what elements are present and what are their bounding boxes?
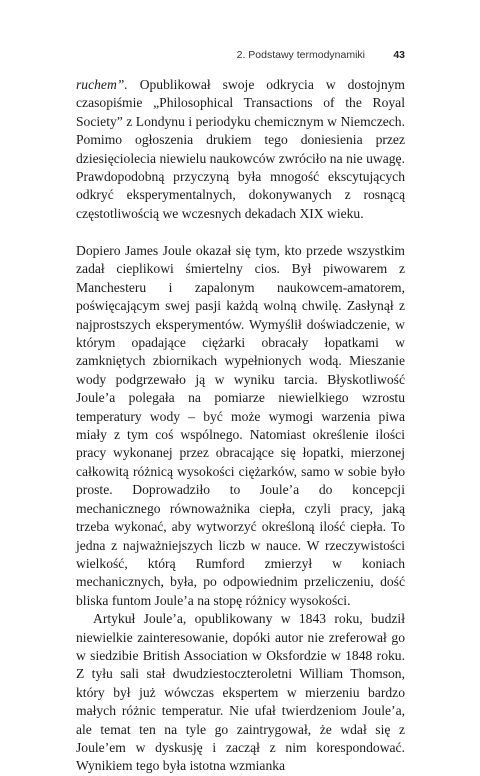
body-text-block	[76, 242, 405, 776]
page-number: 43	[393, 49, 405, 61]
paragraph-2: Dopiero James Joule okazał się tym, kto przede wszystkim zadał cieplikowi śmiertelny cios. Był piwowarem z Manchesteru i zapalonym naukowcem-amatorem, poświęcającym swej pasji każdą wolną chwilę. Zasłynął z najprostszych eksperymentów. Wymyślił doświadczenie, w którym opadające ciężarki obracały łopatkami w zamkniętych zbiornikach wypełnionych wodą. Mieszanie wody podgrzewało ją w wyniku tarcia. Błyskotliwość Joule’a polegała na pomiarze niewielkiego wzrostu temperatury wody – być może wymogi warzenia piwa miały z tym coś wspólnego. Natomiast określenie ilości pracy wykonanej przez obracające się łopatki, mierzonej całkowitą różnicą wysokości ciężarków, samo w sobie było proste. Doprowadziło to Joule’a do koncepcji mechanicznego równoważnika ciepła, czyli pracy, jaką trzeba wykonać, aby wytworzyć określoną ilość ciepła. To jedna z najważniejszych liczb w nauce. W rzeczywistości wielkość, którą Rumford zmierzył w koniach mechanicznych, była, po odpowiednim przeliczeniu, dość bliska funtom Joule’a na stopę różnicy wysokości.	[76, 243, 405, 608]
running-head	[76, 49, 405, 63]
paragraph-3: Artykuł Joule’a, opublikowany w 1843 roku, budził niewielkie zainteresowanie, dopóki autor nie zreferował go w siedzibie British Association w Oksfordzie w 1848 roku. Z tyłu sali stał dwudziestoczteroletni William Thomson, który był już wówczas ekspertem w mierzeniu bardzo małych różnic temperatur. Nie ufał twierdzeniom Joule’a, ale temat ten na tyle go zaintrygował, że wdał się z Joule’em w dyskusję i zaczął z nim korespondować. Wynikiem tego była istotna wzmianka	[76, 611, 405, 774]
chapter-title: 2. Podstawy termodynamiki	[236, 49, 365, 61]
paragraph-1-text: Opublikował swoje odkrycia w dostojnym czasopiśmie „Philosophical Transactions of the Royal Society” z Londynu i periodyku chemicznym w Niemczech. Pomimo ogłoszenia drukiem tego doniesienia przez dziesięciolecia niewielu naukowców zwróciło na nie uwagę. Prawdopodobną przyczyną była mnogość ekscytujących odkryć eksperymentalnych, dokonywanych z rosnącą częstotliwością we wczesnych dekadach XIX wieku.	[76, 77, 405, 221]
italic-fragment: ruchem”.	[76, 77, 128, 92]
paragraph-1	[76, 76, 405, 223]
